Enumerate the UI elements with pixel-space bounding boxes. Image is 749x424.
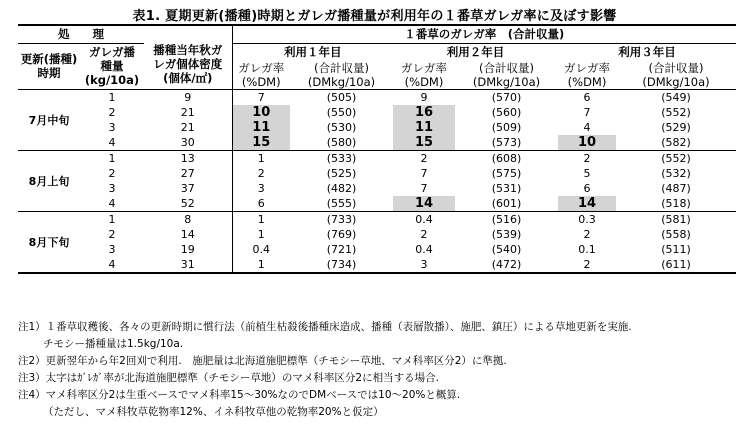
table-row [18,242,736,257]
total-yield-cell: (525) [326,167,357,180]
total-yield-cell: (516) [491,213,522,226]
total-yield-cell: (552) [661,152,691,165]
total-yield-cell: (529) [661,121,691,134]
galega-rate-cell: 0.4 [415,243,433,256]
galega-rate-cell: 14 [393,196,455,212]
total-yield-cell: (533) [326,152,357,165]
density-cell: 37 [144,181,232,196]
seed-rate-cell: 3 [108,121,116,134]
density-cell: 52 [144,196,232,212]
year3-header: 利用３年目 [618,45,676,60]
galega-rate-cell: 11 [232,120,290,135]
total-yield-cell: (472) [455,257,558,273]
total-yield-cell: (550) [326,106,357,119]
total-yield-cell: (531) [491,182,522,195]
galega-rate-cell: 2 [257,167,265,180]
total-yield-cell: (552) [661,106,691,119]
note-4-cont: （ただし、マメ科牧草乾物率12%、イネ科牧草他の乾物率20%と仮定） [43,406,384,418]
density-cell: 19 [144,242,232,257]
seed-rate-cell: 4 [80,135,144,151]
galega-rate-cell: 9 [420,91,428,104]
total-yield-cell: (575) [491,167,522,180]
total-yield-cell: (608) [491,152,522,165]
galega-rate-cell: 10 [558,135,616,151]
total-yield-cell: (532) [661,167,691,180]
renew-time-header: 更新(播種) 時期 [18,43,80,90]
total-yield-cell: (721) [326,243,357,256]
yield-label: (合計収量) [479,61,534,75]
density-cell: 21 [144,105,232,120]
rate-label: ガレガ率 [238,61,285,75]
total-yield-cell: (734) [290,257,393,273]
season-cell: 7月中旬 [18,90,80,151]
density-cell: 27 [144,166,232,181]
galega-rate-cell: 7 [583,106,591,119]
galega-rate-cell: 2 [420,228,428,241]
galega-rate-cell: 1 [257,152,265,165]
seed-rate-cell: 2 [108,106,116,119]
total-yield-cell: (769) [326,228,357,241]
galega-rate-cell: 3 [257,182,265,195]
footnotes [18,319,738,421]
table-row [18,135,736,151]
galega-rate-cell: 7 [420,182,428,195]
density-cell: 9 [144,90,232,106]
note-4: 注4）マメ科率区分2は生重ベースでマメ科率15～30%なのでDMベースでは10～20%と概算. [18,389,461,401]
total-yield-cell: (539) [491,228,522,241]
seed-rate-cell: 3 [108,243,116,256]
table-title: 表1. 夏期更新(播種)時期とガレガ播種量が利用年の１番草ガレガ率に及ぼす影響 [132,9,617,24]
total-yield-cell: (582) [616,135,736,151]
total-yield-cell: (540) [491,243,522,256]
table-row [18,257,736,273]
galega-rate-cell: 0.1 [578,243,596,256]
table-row [18,181,736,196]
seed-rate-cell: 1 [108,152,116,165]
density-header: 播種当年秋ガ レガ個体密度 (個体/㎡) [144,43,232,90]
results-table [18,24,736,274]
rate-label: ガレガ率 [401,61,447,75]
table-row [18,120,736,135]
galega-rate-cell: 0.4 [252,243,270,256]
total-yield-cell: (733) [326,213,357,226]
galega-rate-cell: 2 [583,152,591,165]
total-yield-cell: (518) [616,196,736,212]
galega-rate-cell: 6 [232,196,290,212]
seed-rate-cell: 3 [108,182,116,195]
table-row [18,196,736,212]
yield-label: (合計収量) [314,61,369,75]
galega-rate-cell: 11 [393,120,455,135]
note-1: 注1）１番草収穫後、各々の更新時期に慣行法（前植生枯殺後播種床造成、播種（表層散播）、施肥、鎮圧）による草地更新を実施. [18,321,632,333]
density-cell: 13 [144,151,232,167]
galega-rate-cell: 6 [583,91,591,104]
galega-rate-cell: 2 [558,257,616,273]
note-1-cont: チモシー播種量は1.5kg/10a. [43,338,184,350]
total-yield-cell: (505) [326,91,357,104]
galega-rate-cell: 14 [558,196,616,212]
galega-rate-cell: 7 [257,91,265,104]
year1-header: 利用１年目 [284,45,342,60]
table-body [18,90,736,274]
total-yield-cell: (555) [290,196,393,212]
density-cell: 31 [144,257,232,273]
galega-rate-cell: 1 [257,213,265,226]
total-yield-cell: (581) [661,213,691,226]
note-2: 注2）更新翌年から年2回刈で利用. 施肥量は北海道施肥標準（チモシー草地、マメ科率区分2）に準拠. [18,355,507,367]
seed-rate-cell: 2 [108,228,116,241]
total-yield-cell: (573) [455,135,558,151]
galega-rate-cell: 1 [232,257,290,273]
table-row [18,105,736,120]
total-yield-cell: (580) [290,135,393,151]
total-yield-cell: (530) [326,121,357,134]
density-cell: 8 [144,212,232,228]
table-row [18,151,736,167]
galega-rate-cell: 16 [393,105,455,120]
note-3: 注3）太字はｶﾞﾚｶﾞ率が北海道施肥標準（チモシー草地）のマメ科率区分2に相当する場合. [18,372,439,384]
total-yield-cell: (570) [491,91,522,104]
seed-rate-cell: 1 [108,213,116,226]
seed-rate-header: ガレガ播 種量 (kg/10a) [80,43,144,90]
galega-rate-cell: 10 [232,105,290,120]
density-cell: 30 [144,135,232,151]
galega-rate-cell: 7 [420,167,428,180]
seed-rate-cell: 4 [80,257,144,273]
treatment-header: 処 理 [18,25,144,43]
galega-rate-cell: 5 [583,167,591,180]
rate-label: ガレガ率 [564,61,610,75]
table-row [18,212,736,228]
total-yield-cell: (549) [661,91,691,104]
first-cut-header: １番草のガレガ率 (合計収量) [232,25,736,43]
year2-header: 利用２年目 [446,45,505,60]
table-row [18,90,736,106]
season-cell: 8月下旬 [18,212,80,274]
galega-rate-cell: 0.3 [578,213,596,226]
season-cell: 8月上旬 [18,151,80,212]
galega-rate-cell: 2 [420,152,428,165]
table-row [18,227,736,242]
total-yield-cell: (560) [491,106,522,119]
galega-rate-cell: 15 [393,135,455,151]
galega-rate-cell: 15 [232,135,290,151]
yield-unit: (DMkg/10a) [290,75,393,90]
yield-label: (合計収量) [648,61,704,75]
total-yield-cell: (482) [326,182,357,195]
total-yield-cell: (558) [661,228,691,241]
rate-unit: (%DM) [558,75,616,90]
rate-unit: (%DM) [393,75,455,90]
galega-rate-cell: 6 [583,182,591,195]
galega-rate-cell: 3 [393,257,455,273]
galega-rate-cell: 0.4 [415,213,433,226]
seed-rate-cell: 2 [108,167,116,180]
total-yield-cell: (611) [616,257,736,273]
rate-unit: (%DM) [232,75,290,90]
density-cell: 21 [144,120,232,135]
galega-rate-cell: 1 [257,228,265,241]
total-yield-cell: (509) [491,121,522,134]
seed-rate-cell: 4 [80,196,144,212]
table-row [18,166,736,181]
total-yield-cell: (487) [661,182,691,195]
galega-rate-cell: 2 [583,228,591,241]
seed-rate-cell: 1 [108,91,116,104]
yield-unit: (DMkg/10a) [455,75,558,90]
galega-rate-cell: 4 [583,121,591,134]
total-yield-cell: (601) [455,196,558,212]
total-yield-cell: (511) [661,243,691,256]
yield-unit: (DMkg/10a) [616,75,736,90]
density-cell: 14 [144,227,232,242]
